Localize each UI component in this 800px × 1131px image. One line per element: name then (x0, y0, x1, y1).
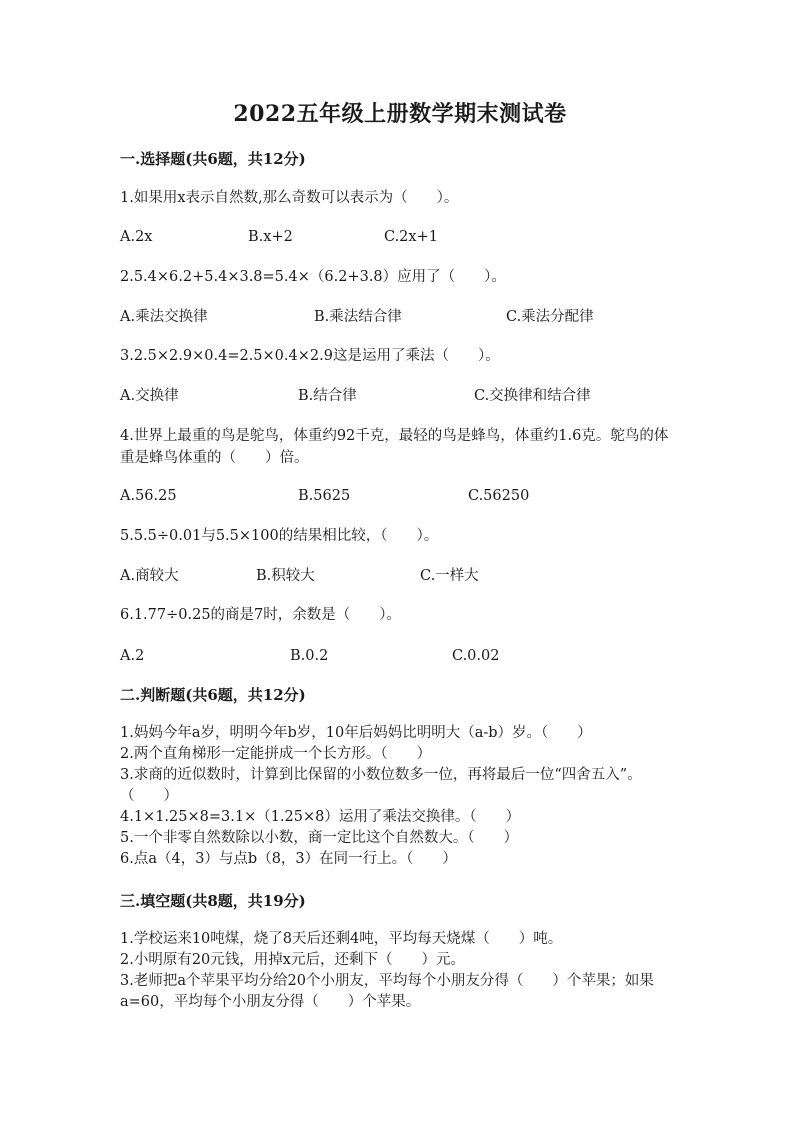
list-item: 3.求商的近似数时，计算到比保留的小数位数多一位，再将最后一位“四舍五入”。（ ） (120, 767, 642, 804)
list-item: 2.两个直角梯形一定能拼成一个长方形。（ ） (120, 746, 432, 762)
list-item: 1.学校运来10吨煤，烧了8天后还剩4吨，平均每天烧煤（ ）吨。 (120, 931, 563, 947)
option-b: B.0.2 (290, 648, 329, 664)
question-text: 5.5.5÷0.01与5.5×100的结果相比较，（ ）。 (120, 528, 439, 544)
question-text: 4.世界上最重的鸟是鸵鸟，体重约92千克，最轻的鸟是蜂鸟，体重约1.6克。鸵鸟的体重是蜂鸟体重的（ ）倍。 (120, 428, 669, 466)
option-a: A.交换律 (120, 388, 179, 404)
question-text: 6.1.77÷0.25的商是7时，余数是（ ）。 (120, 607, 402, 623)
question-text: 3.2.5×2.9×0.4=2.5×0.4×2.9这是运用了乘法（ ）。 (120, 348, 500, 364)
option-row (120, 485, 680, 507)
list-item: 2.小明原有20元钱，用掉x元后，还剩下（ ）元。 (120, 952, 465, 968)
list-item: 6.点a（4，3）与点b（8，3）在同一行上。（ ） (120, 851, 457, 867)
option-b: B.乘法结合律 (314, 309, 402, 325)
list-item: 3.老师把a个苹果平均分给20个小朋友，平均每个小朋友分得（ ）个苹果；如果a=60，平均每个小朋友分得（ ）个苹果。 (120, 973, 654, 1010)
option-a: A.2x (120, 229, 153, 245)
option-c: C.交换律和结合律 (474, 388, 591, 404)
option-a: A.乘法交换律 (120, 309, 208, 325)
section-heading-choice: 一.选择题(共6题，共12分) (120, 150, 306, 168)
list-item: 4.1×1.25×8=3.1×（1.25×8）运用了乘法交换律。（ ） (120, 809, 521, 825)
option-row (120, 226, 680, 248)
section-heading-judgement: 二.判断题(共6题，共12分) (120, 686, 306, 704)
option-row (120, 385, 680, 407)
question-text: 2.5.4×6.2+5.4×3.8=5.4×（6.2+3.8）应用了（ ）。 (120, 269, 506, 285)
page-title: 2022五年级上册数学期末测试卷 (233, 101, 567, 127)
fill-in-list (120, 929, 680, 1013)
option-b: B.x+2 (248, 229, 293, 245)
option-a: A.2 (120, 648, 145, 664)
option-b: B.5625 (298, 488, 351, 504)
option-c: C.56250 (468, 488, 530, 504)
option-a: A.56.25 (120, 488, 177, 504)
option-c: C.0.02 (452, 648, 500, 664)
option-row (120, 306, 680, 328)
list-item: 1.妈妈今年a岁，明明今年b岁，10年后妈妈比明明大（a-b）岁。（ ） (120, 725, 592, 741)
option-a: A.商较大 (120, 568, 179, 584)
option-b: B.积较大 (256, 568, 315, 584)
option-row (120, 645, 680, 667)
option-b: B.结合律 (298, 388, 357, 404)
option-c: C.一样大 (420, 568, 479, 584)
section-heading-fill-in: 三.填空题(共8题，共19分) (120, 892, 306, 910)
option-c: C.2x+1 (384, 229, 438, 245)
question-text: 1.如果用x表示自然数,那么奇数可以表示为（ ）。 (120, 190, 459, 206)
list-item: 5.一个非零自然数除以小数，商一定比这个自然数大。（ ） (120, 830, 519, 846)
option-row (120, 565, 680, 587)
option-c: C.乘法分配律 (506, 309, 594, 325)
judgement-list (120, 723, 680, 870)
